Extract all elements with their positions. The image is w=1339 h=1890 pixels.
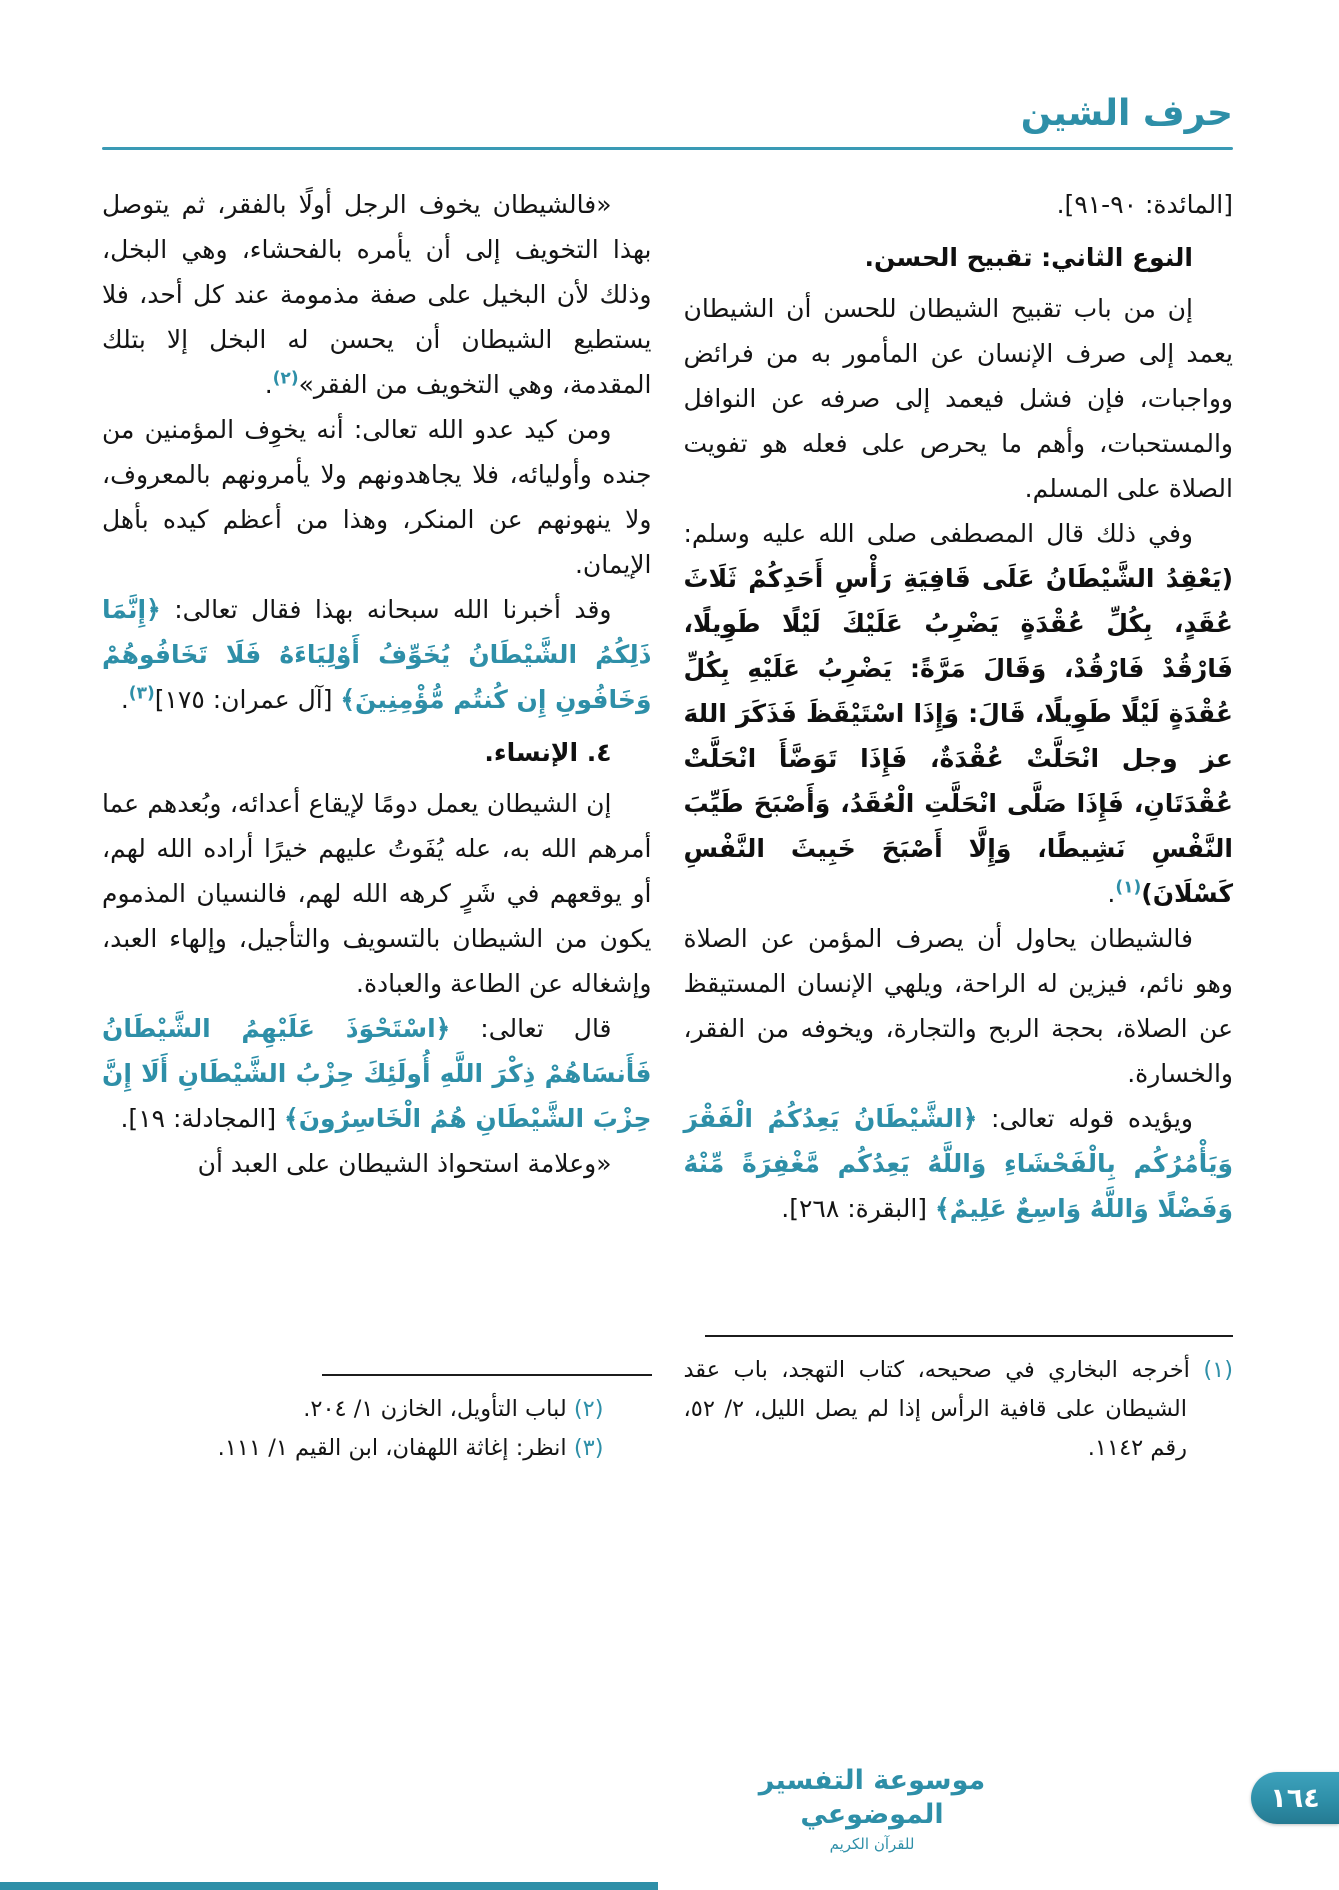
footnote-rule xyxy=(322,1374,652,1376)
paragraph xyxy=(684,916,1234,1096)
text-segment: [المائدة: ٩٠-٩١]. xyxy=(1056,190,1233,220)
footnote-list xyxy=(102,1390,652,1467)
footnote-list xyxy=(684,1351,1234,1467)
footnote-text: أخرجه البخاري في صحيحه، كتاب التهجد، باب عقد الشيطان على قافية الرأس إذا لم يصل الليل، ٢/ ٥٢، رقم ١١٤٢. xyxy=(683,1357,1190,1461)
column-right xyxy=(684,182,1234,1467)
paragraph xyxy=(684,1096,1234,1231)
text-segment: . xyxy=(120,685,129,715)
publisher-logo-title: موسوعة التفسير الموضوعي xyxy=(758,1764,986,1830)
text-segment: «وعلامة استحواذ الشيطان على العبد أن xyxy=(197,1149,612,1179)
text-segment: [المجادلة: ١٩]. xyxy=(120,1104,285,1134)
paragraph xyxy=(684,182,1234,227)
paragraph xyxy=(102,587,652,722)
emphasis-text: النوع الثاني: تقبيح الحسن. xyxy=(864,243,1193,273)
footnote-marker: (١) xyxy=(1189,1357,1233,1384)
footnote xyxy=(102,1429,652,1468)
footnote-block xyxy=(684,1321,1234,1467)
text-segment: إن من باب تقبيح الشيطان للحسن أن الشيطان يعمد إلى صرف الإنسان عن المأمور به من فرائض وواجبات، فإن فشل فيعمد إلى صرفه عن النوافل والمستحبات، وأهم ما يحرص على فعله هو تفويت الصلاة على المسلم. xyxy=(683,294,1233,504)
text-segment: «فالشيطان يخوف الرجل أولًا بالفقر، ثم يتوصل بهذا التخويف إلى أن يأمره بالفحشاء، وهي البخل، وذلك لأن البخيل على صفة مذمومة عند كل أحد، فلا يستطيع الشيطان أن يحسن له البخل إلا بتلك المقدمة، وهي التخويف من الفقر» xyxy=(102,190,652,400)
paragraph xyxy=(684,511,1234,916)
column-body xyxy=(684,182,1234,1231)
footnote-marker: (٣) xyxy=(566,1434,604,1461)
footnote-rule xyxy=(705,1335,1233,1337)
footnote-ref: (١) xyxy=(1115,877,1142,898)
header-rule xyxy=(102,147,1233,150)
page-header xyxy=(102,92,1233,150)
footnote-text: لباب التأويل، الخازن ١/ ٢٠٤. xyxy=(303,1395,567,1422)
page-number-badge: ١٦٤ xyxy=(1251,1772,1339,1824)
quran-verse: ﴿إِنَّمَا ذَلِكُمُ الشَّيْطَانُ يُخَوِّفُ أَوْلِيَاءَهُ فَلَا تَخَافُوهُمْ وَخَافُونِ إِن كُنتُم مُّؤْمِنِينَ﴾ xyxy=(102,595,652,715)
chapter-title: حرف الشين xyxy=(1020,93,1233,134)
section-heading xyxy=(102,730,652,775)
text-segment: ومن كيد عدو الله تعالى: أنه يخوِف المؤمنين من جنده وأوليائه، فلا يجاهدونهم ولا يأمرونهم بالمعروف، ولا ينهونهم عن المنكر، وهذا من أعظم كيده بأهل الإيمان. xyxy=(102,415,652,580)
section-heading xyxy=(684,235,1234,280)
paragraph xyxy=(102,1141,652,1186)
text-segment: وقد أخبرنا الله سبحانه بهذا فقال تعالى: xyxy=(160,595,612,625)
footnote xyxy=(102,1390,652,1429)
text-segment: قال تعالى: xyxy=(450,1014,612,1044)
publisher-logo-subtitle: للقرآن الكريم xyxy=(829,1835,915,1854)
text-segment: . xyxy=(1107,879,1116,909)
text-segment: ويؤيده قوله تعالى: xyxy=(977,1104,1193,1134)
paragraph xyxy=(102,781,652,1006)
text-segment: إن الشيطان يعمل دومًا لإيقاع أعدائه، وبُعدهم عما أمرهم الله به، عله يُفَوتُ عليهم خيرًا أراده الله لهم، أو يوقعهم في شَرٍ كرهه الله لهم، فالنسيان المذموم يكون من الشيطان بالتسويف والتأجيل، وإلهاء العبد، وإشغاله عن الطاعة والعبادة. xyxy=(102,789,652,999)
paragraph xyxy=(102,407,652,587)
footnote-text: انظر: إغاثة اللهفان، ابن القيم ١/ ١١١. xyxy=(217,1434,567,1461)
quran-verse: ﴿الشَّيْطَانُ يَعِدُكُمُ الْفَقْرَ وَيَأْمُرُكُم بِالْفَحْشَاءِ وَاللَّهُ يَعِدُكُم مَّغْفِرَةً مِّنْهُ وَفَضْلًا وَاللَّهُ وَاسِعٌ عَلِيمٌ﴾ xyxy=(683,1104,1233,1224)
footnote-block xyxy=(102,1360,652,1467)
paragraph xyxy=(102,1006,652,1141)
column-body xyxy=(102,182,652,1186)
publisher-logo xyxy=(747,1764,997,1854)
footnote-ref: (٢) xyxy=(272,368,299,389)
emphasis-text: ٤. الإنساء. xyxy=(484,738,612,768)
paragraph xyxy=(102,182,652,407)
text-segment: وفي ذلك قال المصطفى صلى الله عليه وسلم: xyxy=(683,519,1193,549)
quran-verse: ﴿اسْتَحْوَذَ عَلَيْهِمُ الشَّيْطَانُ فَأَنسَاهُمْ ذِكْرَ اللَّهِ أُولَئِكَ حِزْبُ الشَّيْطَانِ أَلَا إِنَّ حِزْبَ الشَّيْطَانِ هُمُ الْخَاسِرُونَ﴾ xyxy=(102,1014,652,1134)
footnote-marker: (٢) xyxy=(566,1395,604,1422)
text-columns xyxy=(102,182,1233,1467)
bottom-decoration-bar xyxy=(0,1882,658,1890)
column-left xyxy=(102,182,652,1467)
text-segment: [البقرة: ٢٦٨]. xyxy=(781,1194,935,1224)
paragraph xyxy=(684,286,1234,511)
emphasis-text: (يَعْقِدُ الشَّيْطَانُ عَلَى قَافِيَةِ رَأْسِ أَحَدِكُمْ ثَلَاثَ عُقَدٍ، بِكُلِّ عُقْدَةٍ يَضْرِبُ عَلَيْكَ لَيْلًا طَوِيلًا، فَارْقُدْ فَارْقُدْ، وَقَالَ مَرَّةً: يَضْرِبُ عَلَيْهِ بِكُلِّ عُقْدَةٍ لَيْلًا طَوِيلًا، قَالَ: وَإِذَا اسْتَيْقَظَ فَذَكَرَ اللهَ عز وجل انْحَلَّتْ عُقْدَةٌ، فَإِذَا تَوَضَّأَ انْحَلَّتْ عُقْدَتَانِ، فَإِذَا صَلَّى انْحَلَّتِ الْعُقَدُ، وَأَصْبَحَ طَيِّبَ النَّفْسِ نَشِيطًا، وَإِلَّا أَصْبَحَ خَبِيثَ النَّفْسِ كَسْلَانَ) xyxy=(683,564,1233,909)
text-segment: فالشيطان يحاول أن يصرف المؤمن عن الصلاة وهو نائم، فيزين له الراحة، ويلهي الإنسان المستيقظ عن الصلاة، بحجة الربح والتجارة، ويخوفه من الفقر، والخسارة. xyxy=(683,924,1233,1089)
footnote-ref: (٣) xyxy=(128,683,155,704)
footnote xyxy=(684,1351,1234,1467)
text-segment: . xyxy=(264,370,273,400)
text-segment: [آل عمران: ١٧٥] xyxy=(154,685,341,715)
